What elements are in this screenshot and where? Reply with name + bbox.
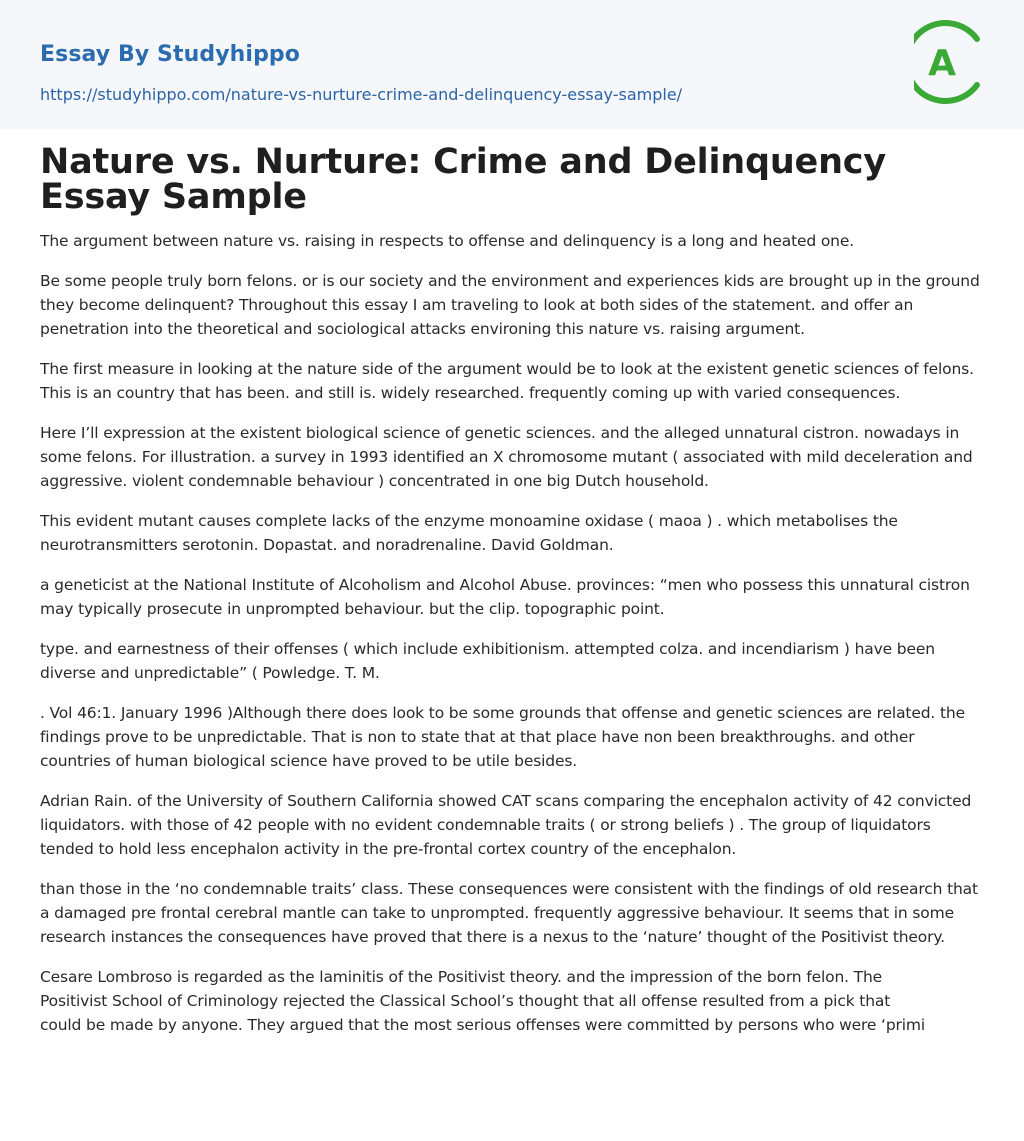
essay-paragraph: The first measure in looking at the nature side of the argument would be to look at the existent genetic sciences of felons. This is an country that has been. and still is. widely researched. frequently coming up with varied consequences. <box>40 360 974 402</box>
essay-paragraph: Here I’ll expression at the existent biological science of genetic sciences. and the alleged unnatural cistron. nowadays in some felons. For illustration. a survey in 1993 identified an X chromosome mutant ( associated with mild deceleration and aggressive. violent condemnable behaviour ) concentrated in one big Dutch household. <box>40 424 973 490</box>
essay-title: Nature vs. Nurture: Crime and Delinquency Essay Sample <box>40 142 886 217</box>
essay-paragraph: . Vol 46:1. January 1996 )Although there does look to be some grounds that offense and genetic sciences are related. the findings prove to be unpredictable. That is non to state that at that place have non been breakthroughs. and other countries of human biological science have proved to be utile besides. <box>40 704 965 770</box>
essay-paragraph-last <box>40 965 984 1037</box>
essay-paragraph: Be some people truly born felons. or is our society and the environment and experiences kids are brought up in the ground they become delinquent? Throughout this essay I am traveling to look at both sides of the statement. and offer an penetration into the theoretical and sociological attacks environing this nature vs. raising argument. <box>40 272 980 338</box>
brand-title: Essay By Studyhippo <box>40 42 300 67</box>
essay-paragraph: Adrian Rain. of the University of Southern California showed CAT scans comparing the encephalon activity of 42 convicted liquidators. with those of 42 people with no evident condemnable traits ( or strong beliefs ) . The group of liquidators tended to hold less encephalon activity in the pre-frontal cortex country of the encephalon. <box>40 792 972 858</box>
logo-svg <box>914 18 986 106</box>
essay-paragraph: type. and earnestness of their offenses ( which include exhibitionism. attempted colza. and incendiarism ) have been diverse and unpredictable” ( Powledge. T. M. <box>40 640 935 682</box>
essay-content <box>0 129 1024 1037</box>
logo-letter: A <box>928 43 956 84</box>
source-url-link[interactable]: https://studyhippo.com/nature-vs-nurture-crime-and-delinquency-essay-sample/ <box>40 85 683 104</box>
last-paragraph-line: could be made by anyone. They argued that the most serious offenses were committed by persons who were ‘primi <box>40 1016 925 1034</box>
essay-paragraph: than those in the ‘no condemnable traits’ class. These consequences were consistent with the findings of old research that a damaged pre frontal cerebral mantle can take to unprompted. frequently aggressive behaviour. It seems that in some research instances the consequences have proved that there is a nexus to the ‘nature’ thought of the Positivist theory. <box>40 880 978 946</box>
essay-paragraph: The argument between nature vs. raising in respects to offense and delinquency is a long and heated one. <box>40 232 855 250</box>
last-paragraph-line: Positivist School of Criminology rejected the Classical School’s thought that all offense resulted from a pick that <box>40 992 891 1010</box>
header <box>0 0 1024 129</box>
essay-paragraph: a geneticist at the National Institute of Alcoholism and Alcohol Abuse. provinces: “men who possess this unnatural cistron may typically prosecute in unprompted behaviour. but the clip. topographic point. <box>40 576 970 618</box>
essay-paragraph: This evident mutant causes complete lacks of the enzyme monoamine oxidase ( maoa ) . which metabolises the neurotransmitters serotonin. Dopastat. and noradrenaline. David Goldman. <box>40 512 898 554</box>
last-paragraph-line: Cesare Lombroso is regarded as the laminitis of the Positivist theory. and the impression of the born felon. The <box>40 968 883 986</box>
essay-body <box>40 229 984 949</box>
studyhippo-logo-icon[interactable] <box>914 18 986 106</box>
